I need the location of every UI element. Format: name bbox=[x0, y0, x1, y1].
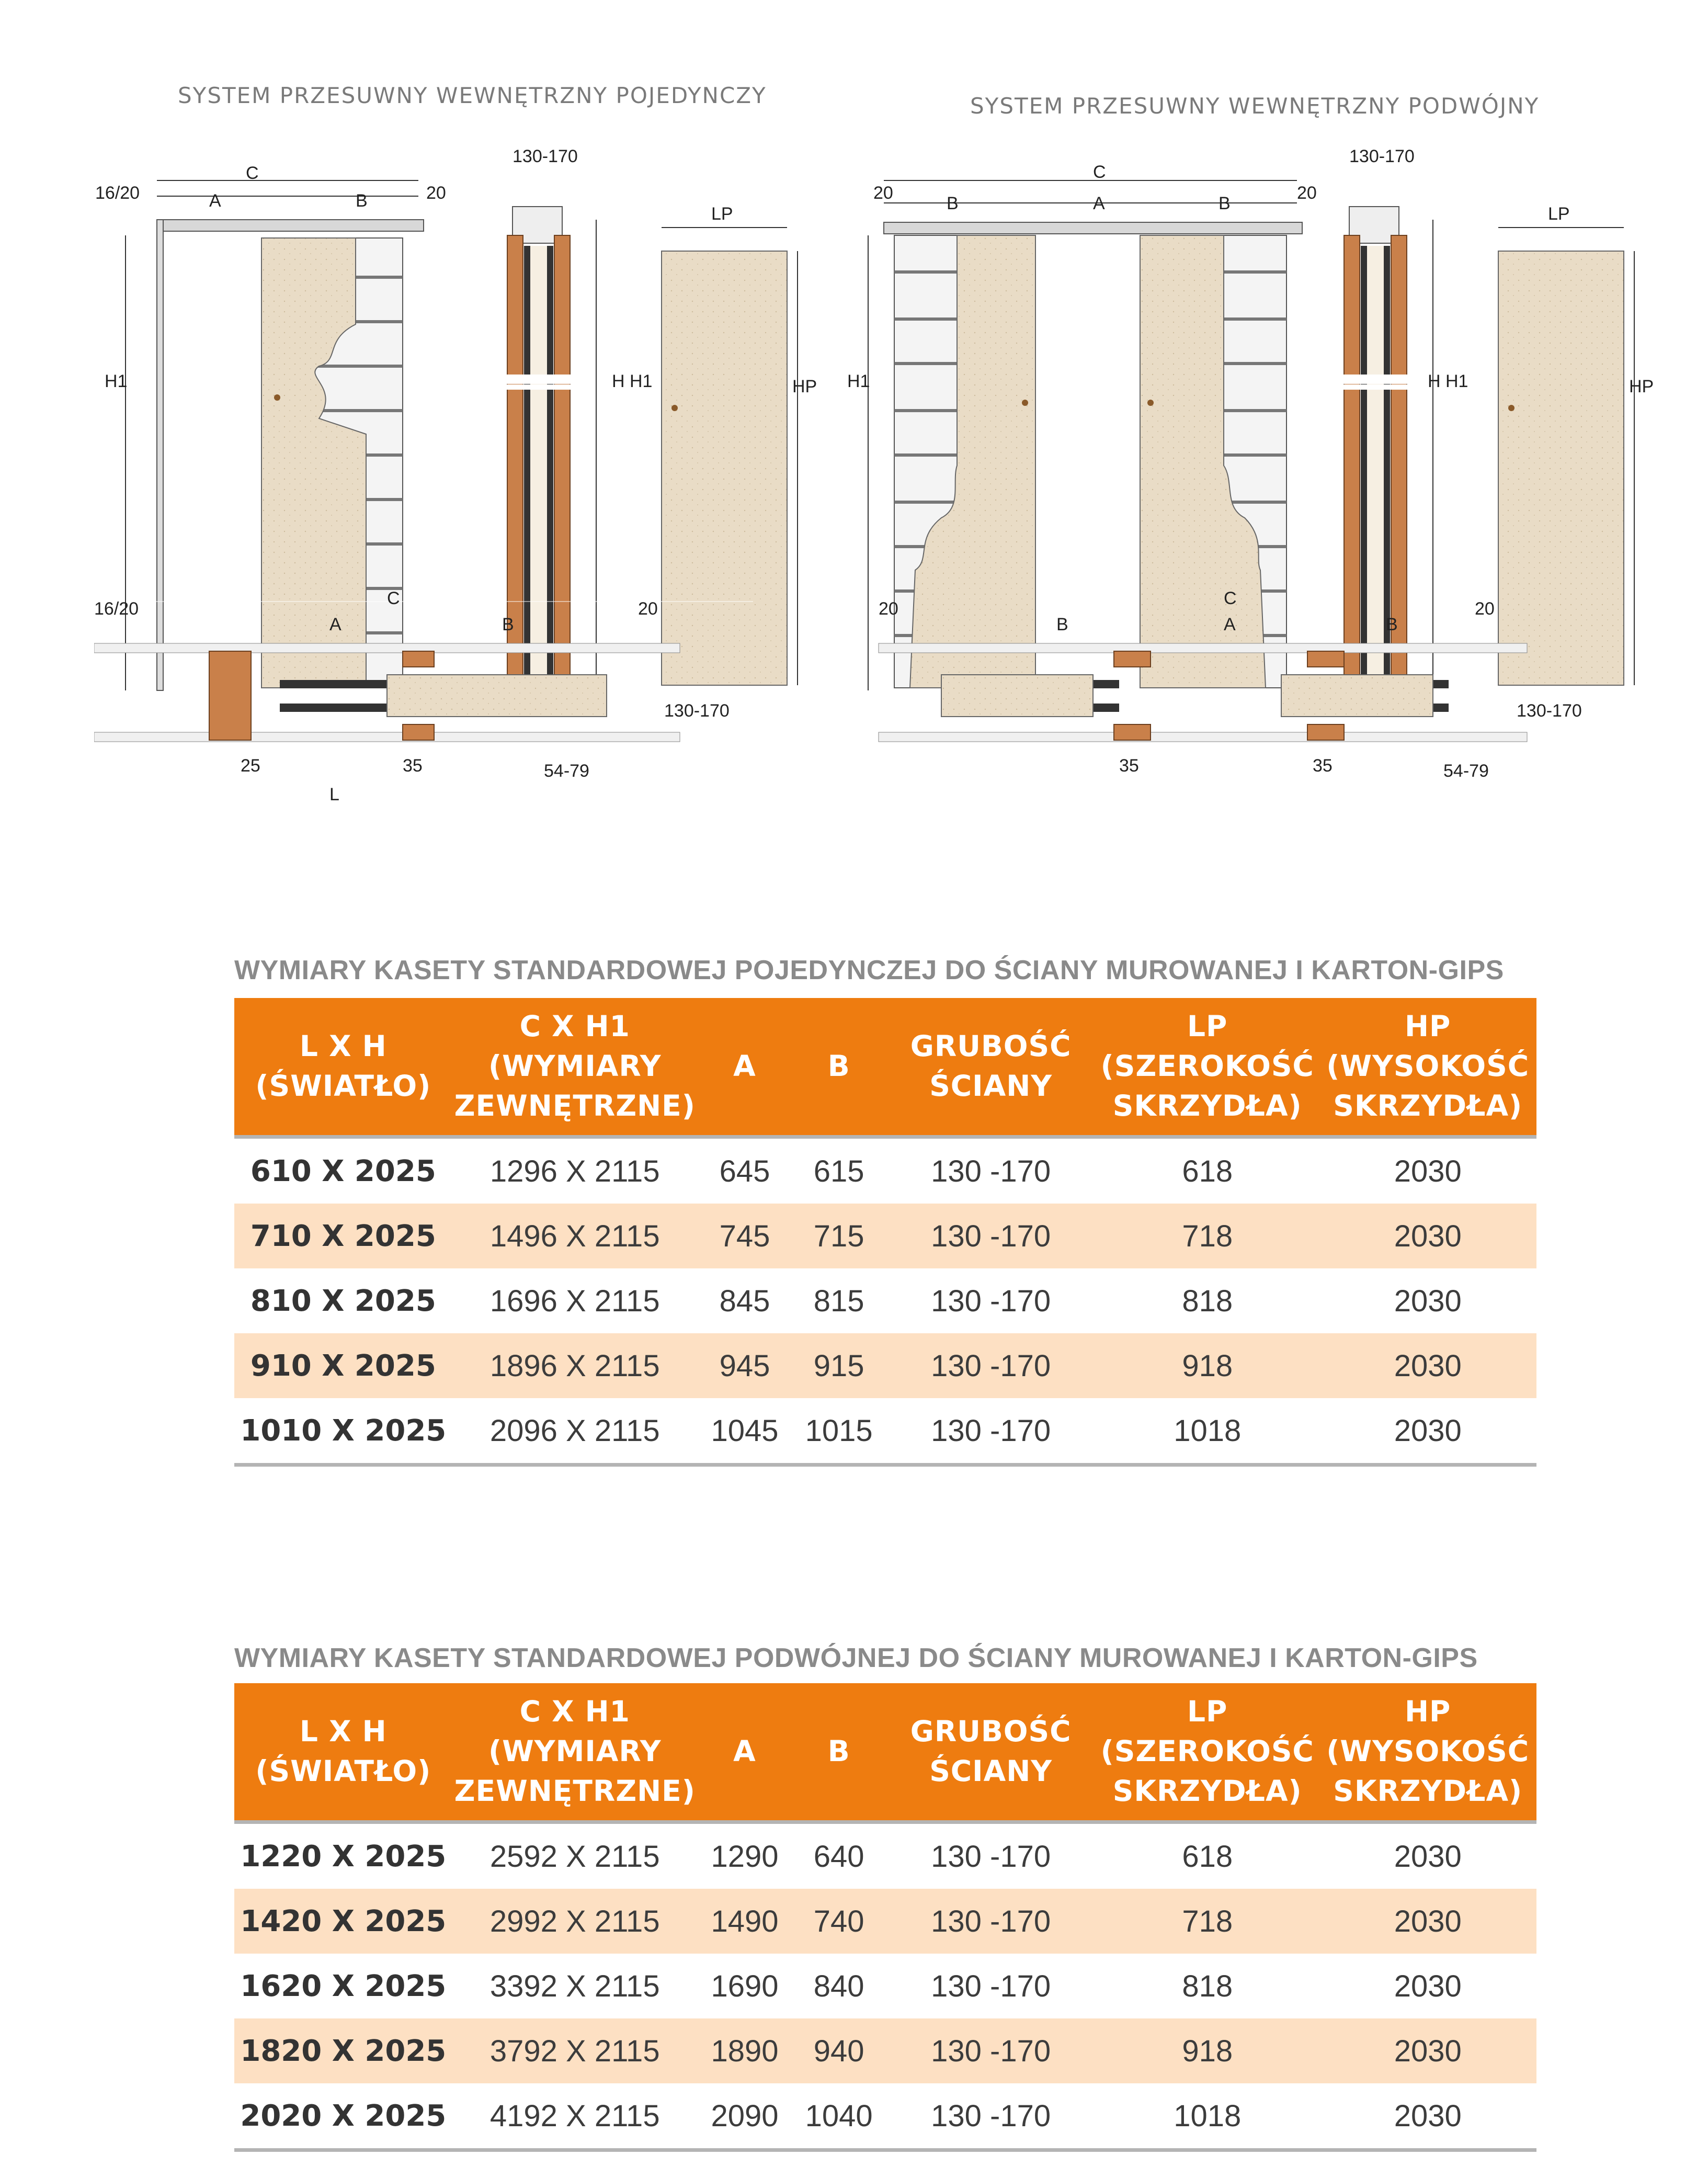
cell-wall: 130 -170 bbox=[886, 2083, 1096, 2150]
svg-text:C: C bbox=[387, 588, 400, 608]
cell-a: 645 bbox=[719, 1154, 770, 1188]
cell-wall: 130 -170 bbox=[886, 1398, 1096, 1465]
cell-lxh: 610 X 2025 bbox=[250, 1154, 436, 1188]
table-row bbox=[234, 1137, 1536, 1204]
svg-text:H H1: H H1 bbox=[1428, 371, 1468, 391]
table-row bbox=[234, 1954, 1536, 2018]
header-lp: LP (SZEROKOŚĆ SKRZYDŁA) bbox=[1096, 998, 1319, 1137]
cell-hp: 2030 bbox=[1319, 1889, 1536, 1954]
cell-b: 940 bbox=[792, 2018, 886, 2083]
double-door-leaf bbox=[1498, 204, 1654, 685]
svg-text:C: C bbox=[246, 163, 259, 183]
svg-text:A: A bbox=[329, 615, 341, 634]
cell-cxh1: 2992 X 2115 bbox=[452, 1889, 698, 1954]
cell-cxh1: 1296 X 2115 bbox=[489, 1154, 660, 1188]
header-wall-thickness: GRUBOŚĆ ŚCIANY bbox=[886, 1683, 1096, 1822]
single-section bbox=[492, 146, 652, 685]
cell-lp: 818 bbox=[1182, 1284, 1233, 1318]
cell-wall: 130 -170 bbox=[931, 1969, 1051, 2003]
cell-a: 1890 bbox=[698, 2018, 792, 2083]
cell-lp: 818 bbox=[1182, 1969, 1233, 2003]
cell-lxh: 1010 X 2025 bbox=[234, 1398, 452, 1465]
header-wall-thickness: GRUBOŚĆ ŚCIANY bbox=[886, 998, 1096, 1137]
table-double-title: WYMIARY KASETY STANDARDOWEJ PODWÓJNEJ DO ŚCIANY MUROWANEJ I KARTON-GIPS bbox=[234, 1643, 1478, 1673]
cell-lxh: 710 X 2025 bbox=[234, 1204, 452, 1268]
single-system-drawing bbox=[94, 141, 826, 832]
cell-cxh1: 4192 X 2115 bbox=[452, 2083, 698, 2150]
cell-a: 845 bbox=[719, 1284, 770, 1318]
cell-a: 1045 bbox=[698, 1398, 792, 1465]
svg-text:54-79: 54-79 bbox=[1443, 761, 1489, 781]
svg-text:C: C bbox=[1224, 588, 1237, 608]
table-row bbox=[234, 2083, 1536, 2150]
svg-text:20: 20 bbox=[1297, 183, 1317, 203]
cell-lp: 618 bbox=[1182, 1839, 1233, 1874]
table-double-dimensions bbox=[234, 1683, 1536, 2152]
cell-lp: 918 bbox=[1096, 1333, 1319, 1398]
cell-lp: 1018 bbox=[1096, 1398, 1319, 1465]
cell-lp: 1018 bbox=[1096, 2083, 1319, 2150]
svg-text:LP: LP bbox=[1548, 204, 1570, 224]
cell-lxh: 2020 X 2025 bbox=[234, 2083, 452, 2150]
cell-a: 2090 bbox=[698, 2083, 792, 2150]
svg-text:35: 35 bbox=[1119, 756, 1139, 776]
header-hp: HP (WYSOKOŚĆ SKRZYDŁA) bbox=[1319, 1683, 1536, 1822]
cell-wall: 130 -170 bbox=[886, 1204, 1096, 1268]
table-row bbox=[234, 2018, 1536, 2083]
svg-text:H1: H1 bbox=[847, 371, 870, 391]
svg-text:20: 20 bbox=[638, 599, 658, 619]
cell-cxh1: 3792 X 2115 bbox=[452, 2018, 698, 2083]
cell-hp: 2030 bbox=[1394, 1284, 1462, 1318]
svg-text:20: 20 bbox=[879, 599, 898, 619]
cell-b: 715 bbox=[792, 1204, 886, 1268]
cell-lp: 618 bbox=[1182, 1154, 1233, 1188]
cell-hp: 2030 bbox=[1319, 2018, 1536, 2083]
cell-a: 945 bbox=[698, 1333, 792, 1398]
svg-text:25: 25 bbox=[241, 756, 260, 776]
cell-wall: 130 -170 bbox=[931, 1154, 1051, 1188]
header-cxh1: C X H1 (WYMIARY ZEWNĘTRZNE) bbox=[452, 998, 698, 1137]
cell-wall: 130 -170 bbox=[886, 1889, 1096, 1954]
header-lxh: L X H (ŚWIATŁO) bbox=[234, 1683, 452, 1822]
cell-hp: 2030 bbox=[1319, 1398, 1536, 1465]
svg-text:B: B bbox=[356, 191, 368, 211]
cell-lxh: 1220 X 2025 bbox=[240, 1839, 447, 1874]
cell-lp: 918 bbox=[1096, 2018, 1319, 2083]
cell-hp: 2030 bbox=[1394, 1969, 1462, 2003]
cell-hp: 2030 bbox=[1319, 2083, 1536, 2150]
cell-b: 1015 bbox=[792, 1398, 886, 1465]
cell-lxh: 810 X 2025 bbox=[250, 1284, 436, 1318]
table-row bbox=[234, 1333, 1536, 1398]
header-b: B bbox=[792, 1683, 886, 1822]
double-section bbox=[1328, 146, 1468, 685]
svg-text:16/20: 16/20 bbox=[94, 599, 139, 619]
table-single-dimensions bbox=[234, 998, 1536, 1467]
double-system-drawing bbox=[847, 141, 1663, 832]
cell-lp: 718 bbox=[1096, 1889, 1319, 1954]
header-lxh: L X H (ŚWIATŁO) bbox=[234, 998, 452, 1137]
header-b: B bbox=[792, 998, 886, 1137]
svg-text:130-170: 130-170 bbox=[664, 701, 730, 721]
svg-text:130-170: 130-170 bbox=[1517, 701, 1582, 721]
header-lp: LP (SZEROKOŚĆ SKRZYDŁA) bbox=[1096, 1683, 1319, 1822]
cell-hp: 2030 bbox=[1319, 1204, 1536, 1268]
svg-text:HP: HP bbox=[792, 377, 817, 396]
header-a: A bbox=[698, 1683, 792, 1822]
svg-text:20: 20 bbox=[1475, 599, 1495, 619]
cell-b: 1040 bbox=[792, 2083, 886, 2150]
cell-a: 1490 bbox=[698, 1889, 792, 1954]
svg-text:A: A bbox=[209, 191, 221, 211]
svg-text:35: 35 bbox=[403, 756, 423, 776]
svg-text:H1: H1 bbox=[105, 371, 128, 391]
svg-text:B: B bbox=[1056, 615, 1068, 634]
table-row bbox=[234, 1822, 1536, 1889]
system-double-title: SYSTEM PRZESUWNY WEWNĘTRZNY PODWÓJNY bbox=[970, 93, 1540, 119]
svg-text:54-79: 54-79 bbox=[544, 761, 589, 781]
header-a: A bbox=[698, 998, 792, 1137]
single-plan-view bbox=[94, 588, 753, 804]
cell-a: 745 bbox=[698, 1204, 792, 1268]
svg-text:H H1: H H1 bbox=[612, 371, 653, 391]
cell-lxh: 910 X 2025 bbox=[234, 1333, 452, 1398]
cell-lxh: 1820 X 2025 bbox=[234, 2018, 452, 2083]
svg-text:A: A bbox=[1093, 194, 1105, 213]
svg-text:B: B bbox=[947, 194, 959, 213]
table-row bbox=[234, 1268, 1536, 1333]
cell-cxh1: 2096 X 2115 bbox=[452, 1398, 698, 1465]
svg-text:B: B bbox=[1219, 194, 1231, 213]
svg-text:130-170: 130-170 bbox=[1349, 146, 1415, 166]
cell-b: 740 bbox=[792, 1889, 886, 1954]
svg-text:B: B bbox=[502, 615, 514, 634]
cell-b: 815 bbox=[813, 1284, 864, 1318]
cell-b: 840 bbox=[813, 1969, 864, 2003]
svg-text:35: 35 bbox=[1313, 756, 1333, 776]
cell-b: 640 bbox=[813, 1839, 864, 1874]
cell-a: 1290 bbox=[711, 1839, 779, 1874]
svg-text:HP: HP bbox=[1629, 377, 1654, 396]
svg-text:16/20: 16/20 bbox=[95, 183, 140, 203]
cell-hp: 2030 bbox=[1394, 1839, 1462, 1874]
single-door-leaf bbox=[662, 204, 817, 685]
cell-lxh: 1420 X 2025 bbox=[234, 1889, 452, 1954]
table-row bbox=[234, 1398, 1536, 1465]
table-row bbox=[234, 1204, 1536, 1268]
svg-text:20: 20 bbox=[426, 183, 446, 203]
cell-cxh1: 1696 X 2115 bbox=[489, 1284, 660, 1318]
svg-text:20: 20 bbox=[873, 183, 893, 203]
cell-wall: 130 -170 bbox=[886, 1333, 1096, 1398]
cell-hp: 2030 bbox=[1319, 1333, 1536, 1398]
svg-text:B: B bbox=[1386, 615, 1398, 634]
cell-wall: 130 -170 bbox=[931, 1284, 1051, 1318]
cell-hp: 2030 bbox=[1394, 1154, 1462, 1188]
cell-b: 615 bbox=[813, 1154, 864, 1188]
cell-wall: 130 -170 bbox=[931, 1839, 1051, 1874]
cell-cxh1: 1896 X 2115 bbox=[452, 1333, 698, 1398]
cell-b: 915 bbox=[792, 1333, 886, 1398]
cell-a: 1690 bbox=[711, 1969, 779, 2003]
header-hp: HP (WYSOKOŚĆ SKRZYDŁA) bbox=[1319, 998, 1536, 1137]
svg-text:C: C bbox=[1093, 162, 1106, 182]
double-elevation bbox=[847, 162, 1317, 690]
table-single-title: WYMIARY KASETY STANDARDOWEJ POJEDYNCZEJ DO ŚCIANY MUROWANEJ I KARTON-GIPS bbox=[234, 955, 1504, 985]
cell-lp: 718 bbox=[1096, 1204, 1319, 1268]
svg-text:130-170: 130-170 bbox=[513, 146, 578, 166]
svg-text:A: A bbox=[1224, 615, 1236, 634]
cell-lxh: 1620 X 2025 bbox=[240, 1969, 447, 2003]
table-row bbox=[234, 1889, 1536, 1954]
single-elevation bbox=[95, 163, 446, 690]
cell-cxh1: 2592 X 2115 bbox=[489, 1839, 660, 1874]
cell-wall: 130 -170 bbox=[886, 2018, 1096, 2083]
cell-cxh1: 1496 X 2115 bbox=[452, 1204, 698, 1268]
svg-text:L: L bbox=[329, 785, 339, 804]
system-single-title: SYSTEM PRZESUWNY WEWNĘTRZNY POJEDYNCZY bbox=[178, 83, 767, 108]
svg-text:LP: LP bbox=[711, 204, 733, 224]
header-cxh1: C X H1 (WYMIARY ZEWNĘTRZNE) bbox=[452, 1683, 698, 1822]
cell-cxh1: 3392 X 2115 bbox=[489, 1969, 660, 2003]
